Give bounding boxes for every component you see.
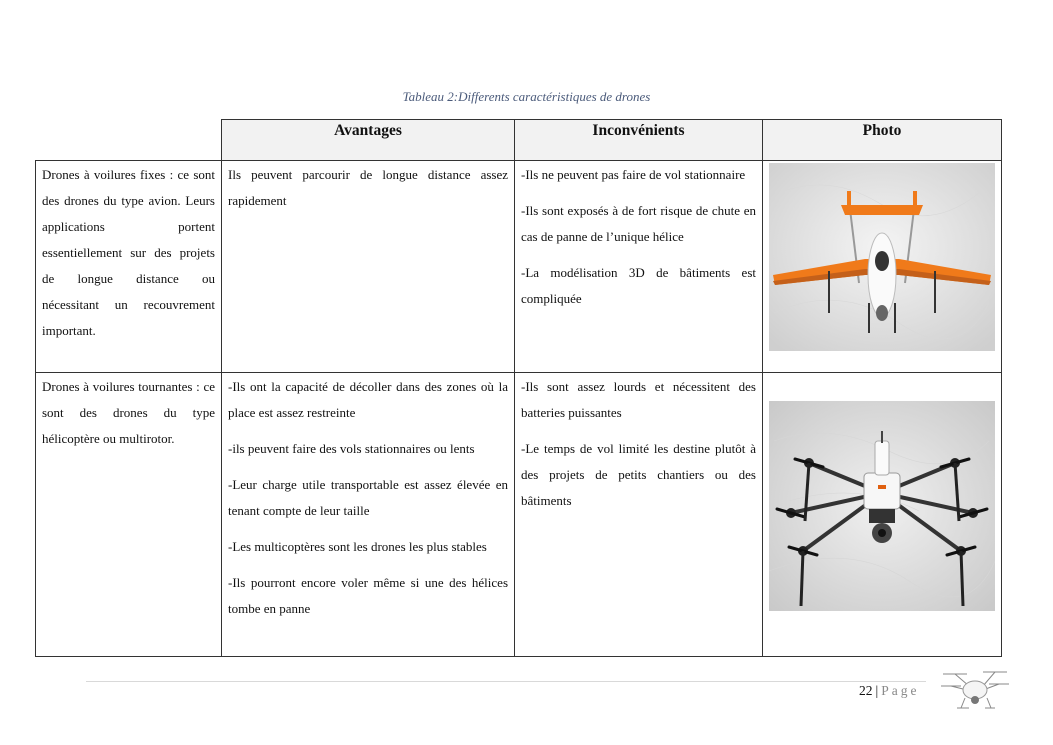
inconvenients-cell [515,161,763,373]
header-inconvenients: Inconvénients [515,120,763,161]
header-avantages: Avantages [222,120,515,161]
inconvenient-item: -Ils sont assez lourds et nécessitent des batteries puissantes [521,379,756,420]
inconvenient-item: -La modélisation 3D de bâtiments est compliquée [521,265,756,306]
drone-type-text: Drones à voilures fixes : ce sont des drones du type avion. Leurs applications portent essentiellement sur des projets de longue distance ou nécessitant un recouvrement important. [42,167,215,338]
avantage-item: -Leur charge utile transportable est assez élevée en tenant compte de leur taille [228,477,508,518]
avantage-item: -Les multicoptères sont les drones les plus stables [228,539,487,554]
table-row-fixed-wing [36,161,1002,373]
quadcopter-logo-icon [937,664,1013,714]
header-row [36,120,1002,161]
page-label: Page [881,683,920,698]
photo-cell [763,161,1002,373]
drone-characteristics-table [35,119,1002,657]
drone-type-text: Drones à voilures tournantes : ce sont des drones du type hélicoptère ou multirotor. [42,379,215,446]
hexacopter-drone-image [769,401,995,611]
avantages-cell [222,373,515,657]
photo-cell [763,373,1002,657]
page-footer [859,683,919,699]
fixed-wing-drone-image [769,163,995,351]
drone-type-cell [36,373,222,657]
avantage-item: -ils peuvent faire des vols stationnaires ou lents [228,441,475,456]
avantage-item: -Ils ont la capacité de décoller dans des zones où la place est assez restreinte [228,379,508,420]
avantage-item: Ils peuvent parcourir de longue distance assez rapidement [228,167,508,208]
page-separator: | [875,683,879,698]
table-caption: Tableau 2:Differents caractéristiques de drones [402,89,651,104]
inconvenient-item: -Ils sont exposés à de fort risque de chute en cas de panne de l’unique hélice [521,203,756,244]
header-empty-cell [36,120,222,161]
drone-type-cell [36,161,222,373]
avantage-item: -Ils pourront encore voler même si une des hélices tombe en panne [228,575,508,616]
footer-divider [86,681,926,682]
header-photo: Photo [763,120,1002,161]
inconvenient-item: -Ils ne peuvent pas faire de vol stationnaire [521,167,746,182]
inconvenient-item: -Le temps de vol limité les destine plutôt à des projets de petits chantiers ou des bâtiments [521,441,756,508]
table-row-rotary-wing [36,373,1002,657]
page-number: 22 [859,683,873,698]
avantages-cell [222,161,515,373]
inconvenients-cell [515,373,763,657]
